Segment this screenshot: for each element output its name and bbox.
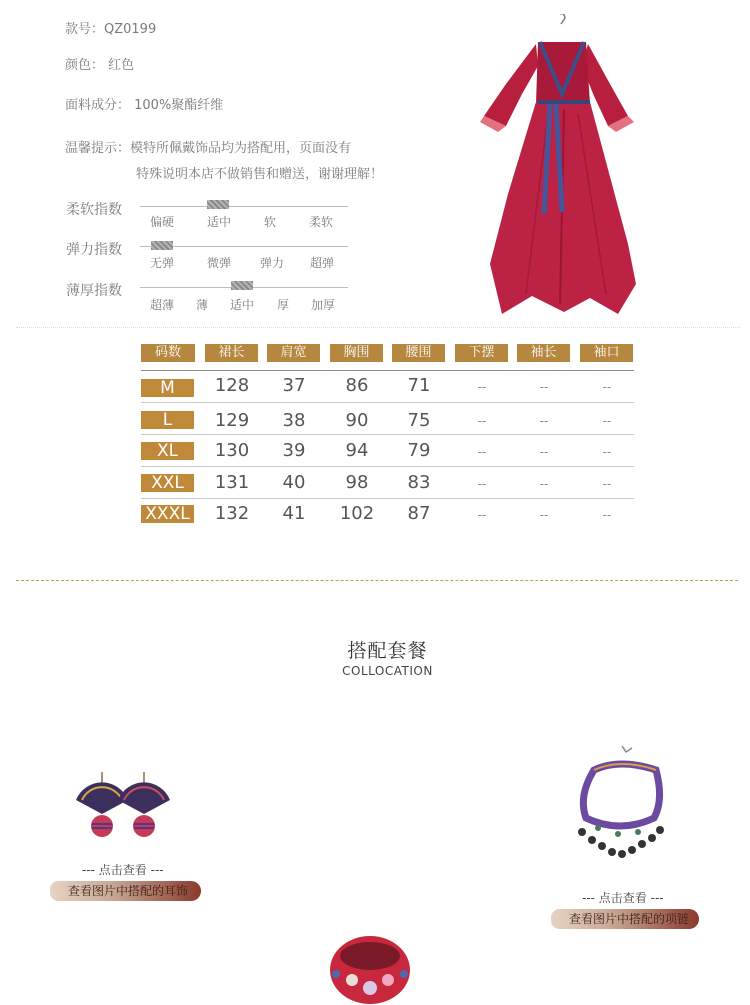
elasticity-option: 弹力 — [259, 256, 284, 270]
elasticity-marker — [151, 241, 173, 250]
table-rule — [141, 370, 634, 371]
style-number: 款号：QZ0199 — [65, 22, 157, 37]
view-necklace-button[interactable]: 查看图片中搭配的项链 — [551, 909, 699, 929]
collocation-subtitle: COLLOCATION — [342, 664, 433, 678]
softness-option: 适中 — [206, 215, 231, 229]
header-bust: 胸围 — [330, 344, 383, 362]
dress-photo — [478, 14, 650, 320]
table-cell: 90 — [345, 410, 369, 431]
table-cell: 79 — [407, 440, 431, 461]
header-hem: 下摆 — [455, 344, 508, 362]
table-cell: -- — [602, 414, 612, 428]
section-divider — [16, 327, 740, 328]
size-tag: XXXL — [141, 505, 194, 523]
tip-line-1: 温馨提示：模特所佩戴饰品均为搭配用，页面没有 — [65, 141, 352, 156]
table-cell: -- — [477, 508, 487, 522]
table-cell: 94 — [345, 440, 369, 461]
thickness-label: 薄厚指数 — [66, 283, 122, 299]
table-cell: 129 — [214, 410, 250, 431]
tip-line-2: 特殊说明本店不做销售和赠送，谢谢理解！ — [136, 167, 384, 182]
table-cell: -- — [602, 477, 612, 491]
softness-option: 软 — [263, 215, 276, 229]
elasticity-option: 微弹 — [206, 256, 231, 270]
thickness-option: 薄 — [195, 298, 208, 312]
table-cell: 71 — [407, 375, 431, 396]
size-tag: L — [141, 411, 194, 429]
table-cell: 75 — [407, 410, 431, 431]
thickness-option: 厚 — [276, 298, 289, 312]
table-cell: -- — [539, 380, 549, 394]
table-cell: -- — [477, 380, 487, 394]
necklace-click-hint[interactable]: --- 点击查看 --- — [582, 891, 664, 905]
table-cell: -- — [602, 508, 612, 522]
table-cell: 39 — [282, 440, 306, 461]
bracelet-photo[interactable] — [322, 930, 418, 1005]
table-cell: -- — [539, 477, 549, 491]
table-cell: 83 — [407, 472, 431, 493]
table-cell: -- — [539, 508, 549, 522]
table-rule — [141, 466, 634, 467]
table-cell: 87 — [407, 503, 431, 524]
table-cell: 131 — [214, 472, 250, 493]
color-info: 颜色： 红色 — [65, 58, 135, 73]
softness-marker — [207, 200, 229, 209]
size-tag: XXL — [141, 474, 194, 492]
table-cell: 37 — [282, 375, 306, 396]
table-cell: 98 — [345, 472, 369, 493]
table-cell: 128 — [214, 375, 250, 396]
table-cell: -- — [477, 477, 487, 491]
table-cell: -- — [477, 445, 487, 459]
necklace-photo[interactable] — [570, 744, 670, 862]
size-tag: XL — [141, 442, 194, 460]
size-tag: M — [141, 379, 194, 397]
elasticity-option: 超弹 — [309, 256, 334, 270]
header-shoulder: 肩宽 — [267, 344, 320, 362]
table-rule — [141, 402, 634, 403]
elasticity-label: 弹力指数 — [66, 242, 122, 258]
table-cell: -- — [539, 414, 549, 428]
softness-scale — [140, 206, 348, 207]
header-waist: 腰围 — [392, 344, 445, 362]
softness-label: 柔软指数 — [66, 202, 122, 218]
softness-option: 偏硬 — [149, 215, 174, 229]
gold-divider — [16, 580, 738, 581]
view-earrings-button[interactable]: 查看图片中搭配的耳饰 — [50, 881, 201, 901]
fabric-info: 面料成分： 100%聚酯纤维 — [65, 98, 224, 113]
table-cell: 86 — [345, 375, 369, 396]
earrings-photo[interactable] — [72, 768, 172, 840]
thickness-option: 加厚 — [310, 298, 335, 312]
table-cell: 38 — [282, 410, 306, 431]
table-cell: 130 — [214, 440, 250, 461]
thickness-option: 超薄 — [149, 298, 174, 312]
softness-option: 柔软 — [308, 215, 333, 229]
table-rule — [141, 434, 634, 435]
header-size: 码数 — [141, 344, 195, 362]
table-cell: -- — [539, 445, 549, 459]
table-cell: 40 — [282, 472, 306, 493]
earring-click-hint[interactable]: --- 点击查看 --- — [82, 863, 164, 877]
table-cell: -- — [477, 414, 487, 428]
header-cuff: 袖口 — [580, 344, 633, 362]
thickness-marker — [231, 281, 253, 290]
header-sleeve-length: 袖长 — [517, 344, 570, 362]
table-cell: 132 — [214, 503, 250, 524]
table-cell: 41 — [282, 503, 306, 524]
table-cell: -- — [602, 380, 612, 394]
table-rule — [141, 498, 634, 499]
header-length: 裙长 — [205, 344, 258, 362]
table-cell: 102 — [339, 503, 375, 524]
elasticity-option: 无弹 — [149, 256, 174, 270]
thickness-option: 适中 — [229, 298, 254, 312]
collocation-title: 搭配套餐 — [347, 640, 428, 662]
table-cell: -- — [602, 445, 612, 459]
